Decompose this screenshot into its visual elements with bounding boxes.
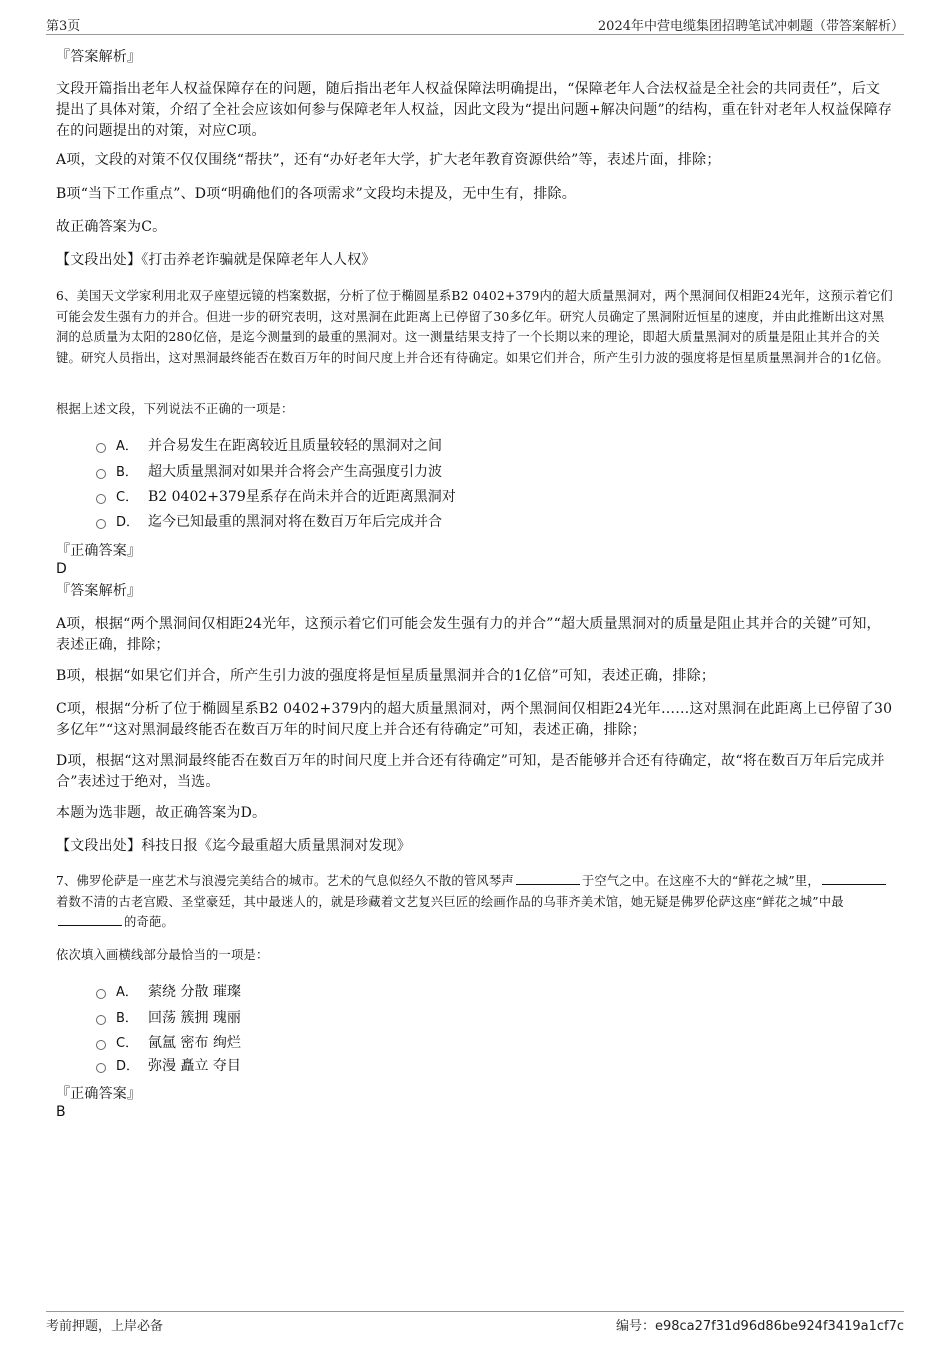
radio-icon[interactable]	[96, 989, 106, 999]
q6-option-b[interactable]: B． 超大质量黑洞对如果并合将会产生高强度引力波	[96, 462, 442, 483]
radio-icon[interactable]	[96, 1063, 106, 1073]
q5-analysis-para-2: A项，文段的对策不仅仅围绕“帮扶”，还有“办好老年大学，扩大老年教育资源供给”等，表述片面，排除；	[56, 152, 721, 168]
q7-option-a[interactable]: A． 萦绕 分散 璀璨	[96, 982, 241, 1003]
q7-answer-label: 『正确答案』	[56, 1086, 142, 1102]
q5-analysis-label: 『答案解析』	[56, 49, 142, 65]
fill-blank-1	[516, 872, 580, 885]
radio-icon[interactable]	[96, 519, 106, 529]
radio-icon[interactable]	[96, 469, 106, 479]
radio-icon[interactable]	[96, 494, 106, 504]
q6-answer: D	[56, 561, 67, 577]
radio-icon[interactable]	[96, 443, 106, 453]
document-title: 2024年中营电缆集团招聘笔试冲刺题（带答案解析）	[597, 19, 904, 34]
radio-icon[interactable]	[96, 1040, 106, 1050]
q6-analysis-a: A项，根据“两个黑洞间仅相距24光年，这预示着它们可能会发生强有力的并合”“超大质量黑洞对的质量是阻止其并合的关键”可知，表述正确，排除；	[56, 616, 881, 653]
q6-conclusion: 本题为选非题，故正确答案为D。	[56, 805, 267, 821]
q5-analysis-para-3: B项“当下工作重点”、D项“明确他们的各项需求”文段均未提及，无中生有，排除。	[56, 186, 576, 202]
fill-blank-2	[822, 872, 886, 885]
q6-analysis-d: D项，根据“这对黑洞最终能否在数百万年的时间尺度上并合还有待确定”可知，是否能够并合还有待确定，故“将在数百万年后完成并合”表述过于绝对，当选。	[56, 753, 885, 790]
page-footer	[46, 1311, 904, 1334]
page-header	[46, 14, 904, 35]
q7-stem: 7、佛罗伦萨是一座艺术与浪漫完美结合的城市。艺术的气息似经久不散的管风琴声 于空气之中。在这座不大的“鲜花之城”里，着数不清的古老宫殿、圣堂豪廷，其中最迷人的，就是珍藏着文艺复兴巨匠的绘画作品的乌菲齐美术馆，她无疑是佛罗伦萨这座“鲜花之城”中最的奇葩。	[56, 871, 894, 933]
q6-analysis-label: 『答案解析』	[56, 583, 142, 599]
q5-analysis-para-1: 文段开篇指出老年人权益保障存在的问题，随后指出老年人权益保障法明确提出，“保障老年人合法权益是全社会的共同责任”，后文提出了具体对策，介绍了全社会应该如何参与保障老年人权益，因此文段为“提出问题+解决问题”的结构，重在针对老年人权益保障存在的问题提出的对策，对应C项。	[56, 81, 893, 139]
q6-stem: 6、美国天文学家利用北双子座望远镜的档案数据，分析了位于椭圆星系B2 0402+379内的超大质量黑洞对，两个黑洞间仅相距24光年，这预示着它们可能会发生强有力的并合。但进一步的研究表明，这对黑洞在此距离上已停留了30多亿年。研究人员确定了黑洞附近恒星的速度，并由此推断出这对黑洞的总质量为太阳的280亿倍，是迄今测量到的最重的黑洞对。这一测量结果支持了一个长期以来的理论，即超大质量黑洞对的质量是阻止其并合的关键。研究人员指出，这对黑洞最终能否在数百万年的时间尺度上并合还有待确定。如果它们并合，所产生引力波的强度将是恒星质量黑洞并合的1亿倍。	[56, 289, 893, 365]
q7-answer: B	[56, 1104, 66, 1120]
q6-option-a[interactable]: A． 并合易发生在距离较近且质量较轻的黑洞对之间	[96, 436, 442, 457]
q6-option-c[interactable]: C． B2 0402+379星系存在尚未并合的近距离黑洞对	[96, 487, 456, 508]
fill-blank-3	[58, 913, 122, 926]
q6-analysis-c: C项，根据“分析了位于椭圆星系B2 0402+379内的超大质量黑洞对，两个黑洞间仅相距24光年……这对黑洞在此距离上已停留了30多亿年”“这对黑洞最终能否在数百万年的时间尺度上并合还有待确定”可知，表述正确，排除；	[56, 701, 893, 738]
q7-option-c[interactable]: C． 氤氲 密布 绚烂	[96, 1033, 241, 1054]
q5-conclusion: 故正确答案为C。	[56, 219, 167, 235]
q5-source: 【文段出处】《打击养老诈骗就是保障老年人人权》	[56, 252, 376, 268]
q6-answer-label: 『正确答案』	[56, 543, 142, 559]
footer-slogan: 考前押题，上岸必备	[46, 1319, 164, 1334]
q7-option-d[interactable]: D． 弥漫 矗立 夺目	[96, 1056, 241, 1077]
q6-analysis-b: B项，根据“如果它们并合，所产生引力波的强度将是恒星质量黑洞并合的1亿倍”可知，表述正确，排除；	[56, 668, 716, 684]
document-code: 编号：e98ca27f31d96d86be924f3419a1cf7c	[615, 1319, 904, 1334]
page-number: 第3页	[46, 19, 81, 34]
q6-option-d[interactable]: D． 迄今已知最重的黑洞对将在数百万年后完成并合	[96, 512, 442, 533]
q7-option-b[interactable]: B． 回荡 簇拥 瑰丽	[96, 1008, 241, 1029]
q7-prompt: 依次填入画横线部分最恰当的一项是：	[56, 948, 269, 962]
q6-source: 【文段出处】科技日报《迄今最重超大质量黑洞对发现》	[56, 838, 411, 854]
q6-prompt: 根据上述文段，下列说法不正确的一项是：	[56, 402, 294, 416]
radio-icon[interactable]	[96, 1015, 106, 1025]
